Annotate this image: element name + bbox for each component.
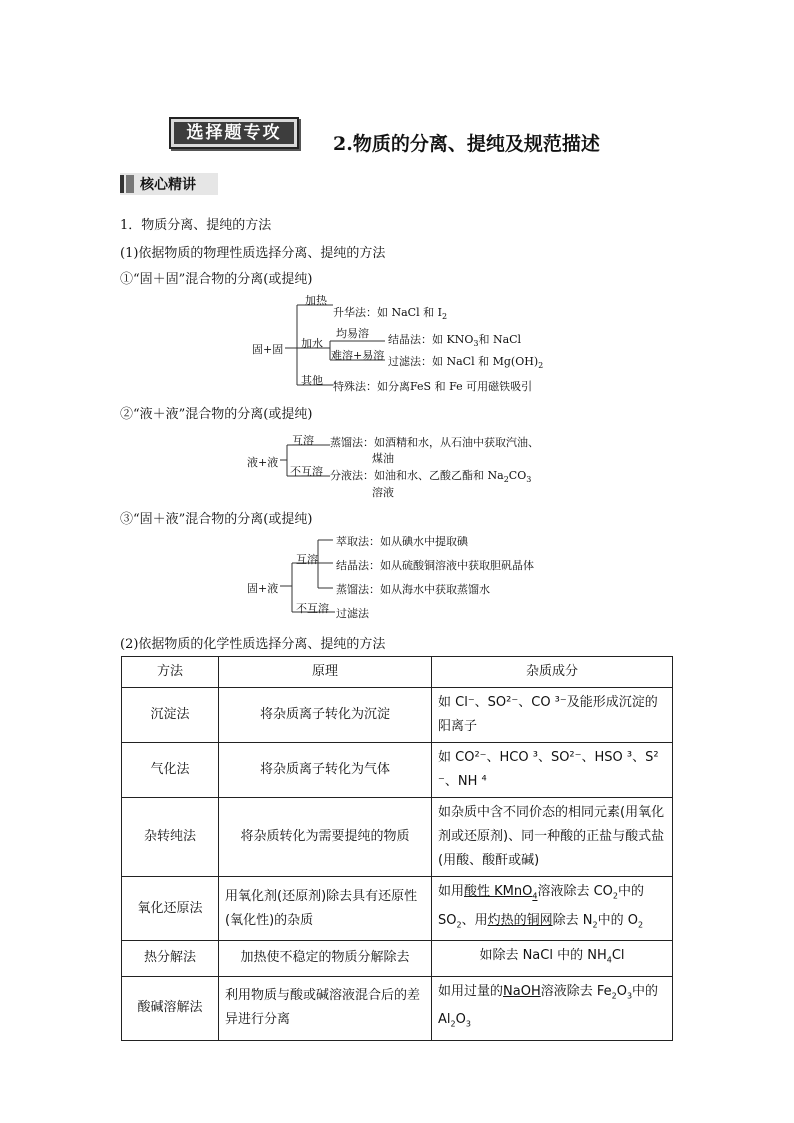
table-row bbox=[122, 688, 673, 743]
cell-impurity: 如除去 NaCl 中的 $NH_4Cl$ bbox=[432, 941, 673, 977]
tree1-sub-easy: 均易溶 bbox=[336, 327, 369, 340]
table-row bbox=[122, 743, 673, 798]
cell-impurity: 如 CO²⁻、HCO ³、SO²⁻、HSO ³、S² ⁻、NH ⁴ bbox=[432, 743, 673, 798]
tree1-result-cryst: 结晶法：如 $KNO_3$和 NaCl bbox=[388, 333, 522, 349]
cell-principle: 用氧化剂(还原剂)除去具有还原性(氧化性)的杂质 bbox=[219, 877, 432, 941]
cell-principle: 将杂质离子转化为沉淀 bbox=[219, 688, 432, 743]
tree3-result-filter: 过滤法 bbox=[336, 607, 369, 620]
tree1-result-filter: 过滤法：如 NaCl 和 $Mg(OH)_2$ bbox=[388, 355, 544, 371]
tree1-branch-water: 加水 bbox=[301, 337, 323, 350]
subheading-solid-solid: ①“固＋固”混合物的分离(或提纯) bbox=[120, 272, 313, 287]
cell-impurity: 如用酸性 KMnO$_4$溶液除去 $CO_2$中的 $SO_2$、用灼热的铜网除去 $N_2$中的 $O_2$ bbox=[432, 877, 673, 941]
cell-method: 杂转纯法 bbox=[122, 798, 219, 877]
table-row bbox=[122, 877, 673, 941]
cell-principle: 将杂质离子转化为气体 bbox=[219, 743, 432, 798]
cell-principle: 将杂质转化为需要提纯的物质 bbox=[219, 798, 432, 877]
tree1-result-sublime: 升华法：如 NaCl 和 $I_2$ bbox=[333, 306, 448, 322]
subheading-liquid-liquid: ②“液＋液”混合物的分离(或提纯) bbox=[120, 407, 313, 422]
tree1-root: 固+固 bbox=[252, 343, 284, 356]
header-impurity: 杂质成分 bbox=[432, 657, 673, 688]
cell-method: 沉淀法 bbox=[122, 688, 219, 743]
tree3-root: 固+液 bbox=[247, 582, 279, 595]
topic-badge-label: 选择题专攻 bbox=[174, 122, 294, 144]
table-row bbox=[122, 941, 673, 977]
methods-table bbox=[121, 656, 673, 1041]
tree1-sub-hard: 难溶+易溶 bbox=[331, 349, 385, 362]
tree2-branch-mix: 互溶 bbox=[292, 434, 314, 447]
tree3-branch-nomix: 不互溶 bbox=[296, 602, 329, 615]
tree1-result-special: 特殊法：如分离FeS 和 Fe 可用磁铁吸引 bbox=[333, 380, 533, 393]
cell-principle: 利用物质与酸或碱溶液混合后的差异进行分离 bbox=[219, 976, 432, 1040]
cell-method: 酸碱溶解法 bbox=[122, 976, 219, 1040]
subheading-solid-liquid: ③“固＋液”混合物的分离(或提纯) bbox=[120, 512, 313, 527]
cell-impurity: 如 Cl⁻、SO²⁻、CO ³⁻及能形成沉淀的阳离子 bbox=[432, 688, 673, 743]
table-row bbox=[122, 798, 673, 877]
heading-1: 1．物质分离、提纯的方法 bbox=[120, 218, 272, 233]
cell-impurity: 如杂质中含不同价态的相同元素(用氧化剂或还原剂)、同一种酸的正盐与酸式盐(用酸、酸酐或碱) bbox=[432, 798, 673, 877]
cell-impurity: 如用过量的NaOH溶液除去 $Fe_2O_3$中的 $Al_2O_3$ bbox=[432, 976, 673, 1040]
tree3-result-cryst: 结晶法：如从硫酸铜溶液中获取胆矾晶体 bbox=[336, 559, 534, 572]
cell-method: 氧化还原法 bbox=[122, 877, 219, 941]
tree1-branch-other: 其他 bbox=[301, 374, 323, 387]
tree2-result-separate-cont: 溶液 bbox=[372, 486, 394, 499]
section-label: 核心精讲 bbox=[140, 177, 196, 193]
table-header-row bbox=[122, 657, 673, 688]
heading-physical: (1)依据物质的物理性质选择分离、提纯的方法 bbox=[120, 246, 386, 261]
cell-method: 热分解法 bbox=[122, 941, 219, 977]
tree3-branch-mix: 互溶 bbox=[296, 553, 318, 566]
table-row bbox=[122, 976, 673, 1040]
tree2-result-separate: 分液法：如油和水、乙酸乙酯和 $Na_2CO_3$ bbox=[330, 469, 532, 485]
page-title: 2.物质的分离、提纯及规范描述 bbox=[333, 133, 600, 155]
cell-principle: 加热使不稳定的物质分解除去 bbox=[219, 941, 432, 977]
tree2-branch-nomix: 不互溶 bbox=[290, 465, 323, 478]
tree3-result-extract: 萃取法：如从碘水中提取碘 bbox=[336, 535, 468, 548]
tree2-result-distill-cont: 煤油 bbox=[372, 452, 394, 465]
tree3-result-distill: 蒸馏法：如从海水中获取蒸馏水 bbox=[336, 583, 490, 596]
header-principle: 原理 bbox=[219, 657, 432, 688]
header-method: 方法 bbox=[122, 657, 219, 688]
tree2-root: 液+液 bbox=[247, 456, 279, 469]
tree1-branch-heat: 加热 bbox=[305, 294, 327, 307]
tree2-result-distill: 蒸馏法：如酒精和水，从石油中获取汽油、 bbox=[330, 436, 539, 449]
cell-method: 气化法 bbox=[122, 743, 219, 798]
heading-chemical: (2)依据物质的化学性质选择分离、提纯的方法 bbox=[120, 637, 386, 652]
